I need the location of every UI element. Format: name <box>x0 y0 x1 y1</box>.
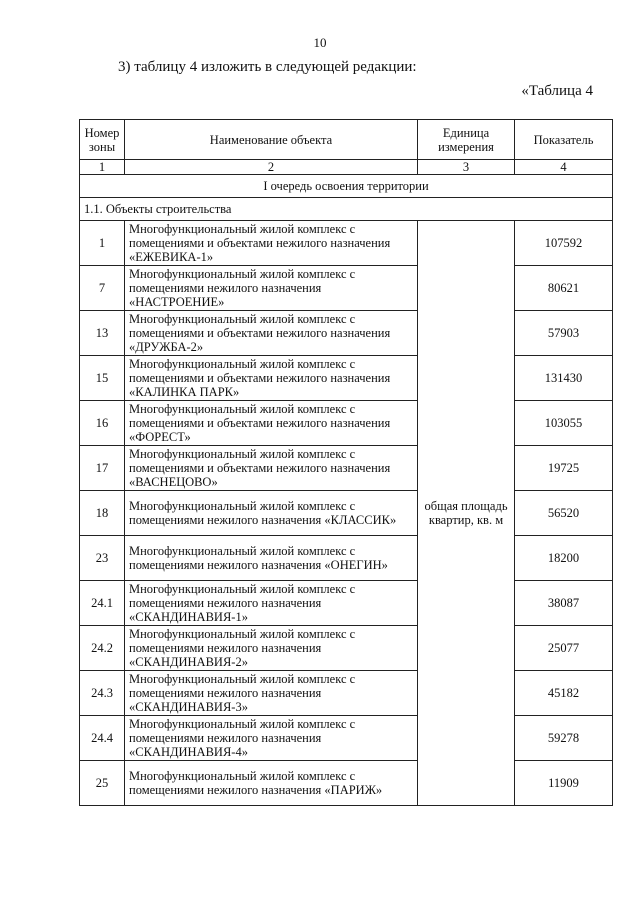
section-row <box>80 175 613 198</box>
table-row <box>80 491 613 536</box>
table-row <box>80 761 613 806</box>
table-row <box>80 311 613 356</box>
object-name: Многофункциональный жилой комплекс с помещениями нежилого назначения «ПАРИЖ» <box>125 761 418 806</box>
column-number: 2 <box>125 160 418 175</box>
object-name: Многофункциональный жилой комплекс с помещениями нежилого назначения «СКАНДИНАВИЯ-4» <box>125 716 418 761</box>
indicator-value: 103055 <box>515 401 613 446</box>
subsection-row <box>80 198 613 221</box>
indicator-value: 45182 <box>515 671 613 716</box>
indicator-value: 131430 <box>515 356 613 401</box>
zone-number: 18 <box>80 491 125 536</box>
header-unit: Единица измерения <box>418 120 515 160</box>
indicator-value: 80621 <box>515 266 613 311</box>
header-value: Показатель <box>515 120 613 160</box>
table-row <box>80 356 613 401</box>
table-row <box>80 581 613 626</box>
indicator-value: 11909 <box>515 761 613 806</box>
table-caption: «Таблица 4 <box>521 83 593 99</box>
object-name: Многофункциональный жилой комплекс с помещениями и объектами нежилого назначения «ФОРЕСТ» <box>125 401 418 446</box>
header-name: Наименование объекта <box>125 120 418 160</box>
object-name: Многофункциональный жилой комплекс с помещениями и объектами нежилого назначения «ДРУЖБА-2» <box>125 311 418 356</box>
column-number: 3 <box>418 160 515 175</box>
zone-number: 15 <box>80 356 125 401</box>
object-name: Многофункциональный жилой комплекс с помещениями и объектами нежилого назначения «КАЛИНКА ПАРК» <box>125 356 418 401</box>
zone-number: 17 <box>80 446 125 491</box>
zone-number: 24.1 <box>80 581 125 626</box>
table-row <box>80 266 613 311</box>
object-name: Многофункциональный жилой комплекс с помещениями и объектами нежилого назначения «ЕЖЕВИКА-1» <box>125 221 418 266</box>
table-row <box>80 446 613 491</box>
table-row <box>80 671 613 716</box>
table-row <box>80 716 613 761</box>
zone-number: 16 <box>80 401 125 446</box>
zone-number: 7 <box>80 266 125 311</box>
zone-number: 24.2 <box>80 626 125 671</box>
table-header-row <box>80 120 613 160</box>
zone-number: 23 <box>80 536 125 581</box>
column-numbers-row <box>80 160 613 175</box>
object-name: Многофункциональный жилой комплекс с помещениями нежилого назначения «СКАНДИНАВИЯ-3» <box>125 671 418 716</box>
indicator-value: 57903 <box>515 311 613 356</box>
object-name: Многофункциональный жилой комплекс с помещениями нежилого назначения «НАСТРОЕНИЕ» <box>125 266 418 311</box>
indicator-value: 107592 <box>515 221 613 266</box>
header-zone: Номер зоны <box>80 120 125 160</box>
indicator-value: 38087 <box>515 581 613 626</box>
object-name: Многофункциональный жилой комплекс с помещениями нежилого назначения «СКАНДИНАВИЯ-1» <box>125 581 418 626</box>
table-row <box>80 221 613 266</box>
object-name: Многофункциональный жилой комплекс с помещениями нежилого назначения «КЛАССИК» <box>125 491 418 536</box>
objects-table <box>79 119 613 806</box>
object-name: Многофункциональный жилой комплекс с помещениями нежилого назначения «ОНЕГИН» <box>125 536 418 581</box>
section-title: I очередь освоения территории <box>80 175 613 198</box>
object-name: Многофункциональный жилой комплекс с помещениями и объектами нежилого назначения «ВАСНЕЦОВО» <box>125 446 418 491</box>
indicator-value: 56520 <box>515 491 613 536</box>
table-row <box>80 401 613 446</box>
column-number: 4 <box>515 160 613 175</box>
indicator-value: 25077 <box>515 626 613 671</box>
zone-number: 13 <box>80 311 125 356</box>
table-row <box>80 626 613 671</box>
zone-number: 1 <box>80 221 125 266</box>
unit-merged: общая площадь квартир, кв. м <box>418 221 515 806</box>
zone-number: 24.4 <box>80 716 125 761</box>
indicator-value: 18200 <box>515 536 613 581</box>
subsection-title: 1.1. Объекты строительства <box>80 198 613 221</box>
zone-number: 24.3 <box>80 671 125 716</box>
object-name: Многофункциональный жилой комплекс с помещениями нежилого назначения «СКАНДИНАВИЯ-2» <box>125 626 418 671</box>
instruction-text: 3) таблицу 4 изложить в следующей редакции: <box>118 59 417 75</box>
column-number: 1 <box>80 160 125 175</box>
zone-number: 25 <box>80 761 125 806</box>
table-row <box>80 536 613 581</box>
indicator-value: 19725 <box>515 446 613 491</box>
page-number: 10 <box>313 35 327 50</box>
indicator-value: 59278 <box>515 716 613 761</box>
